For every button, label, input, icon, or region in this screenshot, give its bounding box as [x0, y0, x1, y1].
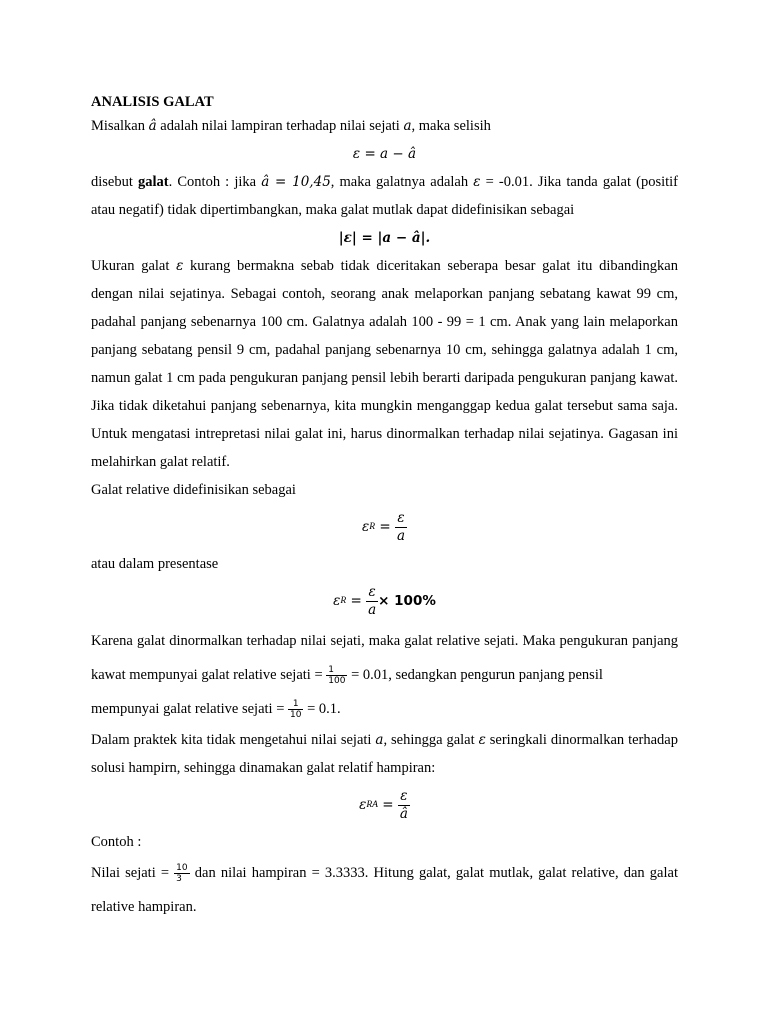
equation-galat-mutlak: |ε| = |a − â|. [338, 230, 431, 246]
equation-relative-percent: ε R = $\frac{\varepsilon}{a}$ × 100% [333, 583, 436, 618]
fraction-10-over-3: $\frac{10}{3}$ [176, 863, 188, 885]
equation-relative: ε R = $\frac{\varepsilon}{a}$ [361, 509, 406, 544]
fraction-1-over-10: $\frac{1}{10}$ [290, 699, 302, 721]
paragraph-karena: Karena galat dinormalkan terhadap nilai sejati, maka galat relative sejati. Maka pengukuran panjang kawat mempunyai galat relative sejati = $\frac{1}{100}$ = 0.01, sedangkan pengurun panjang pensil [91, 633, 678, 687]
paragraph-galat: disebut galat. Contoh : jika â = 10,45, maka galatnya adalah ε = -0.01. Jika tanda galat (positif atau negatif) tidak dipertimbangkan, maka galat mutlak dapat didefinisikan sebagai [91, 174, 679, 218]
paragraph-nilai-sejati: Nilai sejati = $\frac{10}{3}$ dan nilai hampiran = 3.3333. Hitung galat, galat mutlak, galat relative, dan galat relative hampiran. [91, 863, 678, 915]
ahat-symbol: â [148, 118, 157, 134]
equation-relative-hampiran: ε RA = $\frac{\varepsilon}{â}$ [359, 787, 408, 822]
section-title: ANALISIS GALAT [91, 94, 214, 110]
line-contoh: Contoh : [91, 834, 142, 850]
paragraph-ukuran: Ukuran galat ε kurang bermakna sebab tidak diceritakan seberapa besar galat itu dibandingkan dengan nilai sejatinya. Sebagai contoh, seorang anak melaporkan panjang sebatang kawat 99 cm, padahal panjang sebenarnya 100 cm. Galatnya adalah 100 - 99 = 1 cm. Anak yang lain melaporkan panjang sebatang pensil 9 cm, padahal panjang sebenarnya 10 cm, sehingga galatnya adalah 1 cm, namun galat 1 cm pada pengukuran panjang pensil lebih berarti daripada pengukuran panjang kawat. Jika tidak diketahui panjang sebenarnya, kita mungkin menganggap kedua galat tersebut sama saja. Untuk mengatasi intrepretasi nilai galat ini, harus dinormalkan terhadap nilai sejatinya. Gagasan ini melahirkan galat relatif. [91, 258, 678, 470]
line-relative-definition: Galat relative didefinisikan sebagai [91, 482, 296, 498]
fraction-1-over-100: $\frac{1}{100}$ [328, 665, 346, 687]
line-pensil: mempunyai galat relative sejati = $\frac{1}{10}$ = 0.1. [91, 699, 341, 721]
intro-paragraph: Misalkan â adalah nilai lampiran terhadap nilai sejati a, maka selisih [91, 118, 491, 134]
document-content [91, 92, 678, 924]
line-presentase: atau dalam presentase [91, 556, 219, 572]
a-symbol: a [403, 118, 412, 134]
fraction-eps-over-a: $\frac{\varepsilon}{a}$ [396, 509, 406, 544]
paragraph-praktek: Dalam praktek kita tidak mengetahui nilai sejati a, sehingga galat ε seringkali dinormalkan terhadap solusi hampirn, sehingga dinamakan galat relatif hampiran: [91, 732, 678, 776]
fraction-eps-over-ahat: $\frac{\varepsilon}{â}$ [399, 787, 408, 822]
bold-term-galat: galat [138, 174, 169, 190]
equation-galat: ε = a − â [352, 146, 417, 162]
fraction-eps-over-a-percent: $\frac{\varepsilon}{a}$ [368, 583, 377, 618]
example-math: â = 10,45 [261, 174, 331, 190]
